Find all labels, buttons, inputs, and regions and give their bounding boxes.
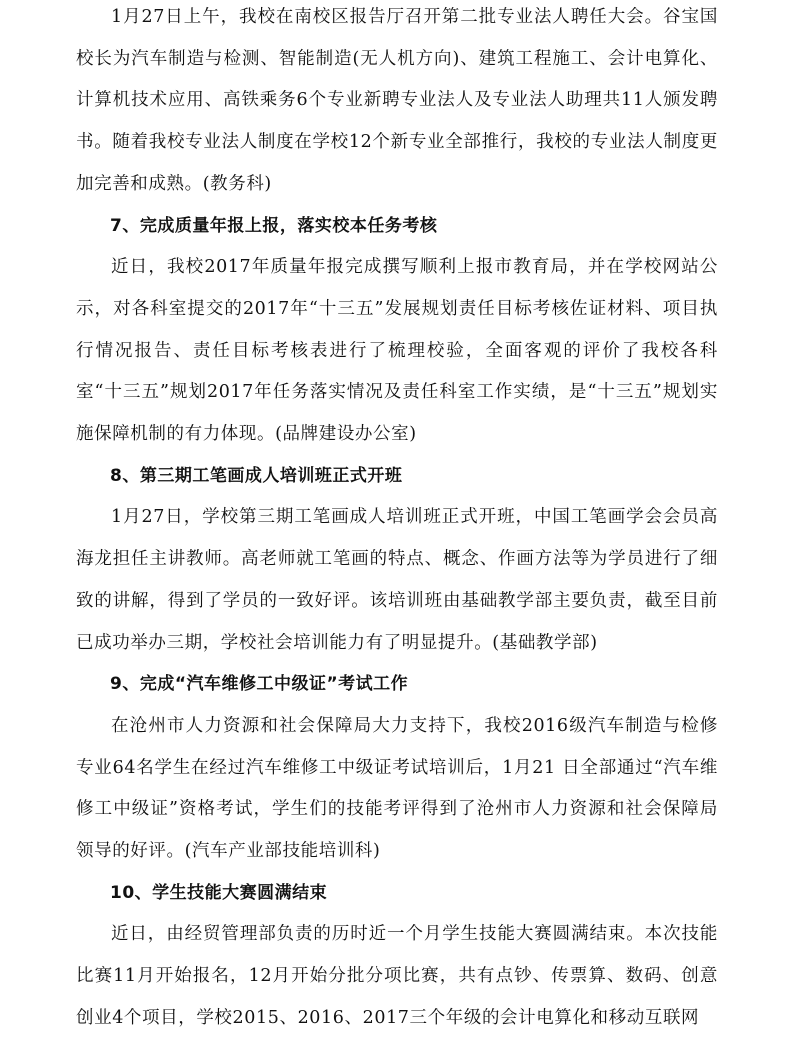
heading-section-7: 7、完成质量年报上报，落实校本任务考核 [110,215,438,236]
paragraph-appointment-ceremony: 1月27日上午，我校在南校区报告厅召开第二批专业法人聘任大会。谷宝国校长为汽车制造与检测、智能制造(无人机方向)、建筑工程施工、会计电算化、计算机技术应用、高铁乘务6个专业新聘专业法人及专业法人助理共11人颁发聘书。随着我校专业法人制度在学校12个新专业全部推行，我校的专业法人制度更加完善和成熟。(教务科) [76,7,718,194]
heading-section-9: 9、完成“汽车维修工中级证”考试工作 [110,674,409,695]
paragraph-section-10: 近日，由经贸管理部负责的历时近一个月学生技能大赛圆满结束。本次技能比赛11月开始报名，12月开始分批分项比赛，共有点钞、传票算、数码、创意创业4个项目，学校2015、2016、2017三个年级的会计电算化和移动互联网 [76,924,718,1028]
paragraph-section-8: 1月27日，学校第三期工笔画成人培训班正式开班，中国工笔画学会会员高海龙担任主讲教师。高老师就工笔画的特点、概念、作画方法等为学员进行了细致的讲解，得到了学员的一致好评。该培训班由基础教学部主要负责，截至目前已成功举办三期，学校社会培训能力有了明显提升。(基础教学部) [76,507,718,653]
heading-section-8: 8、第三期工笔画成人培训班正式开班 [110,465,403,486]
paragraph-section-7: 近日，我校2017年质量年报完成撰写顺利上报市教育局，并在学校网站公示，对各科室提交的2017年“十三五”发展规划责任目标考核佐证材料、项目执行情况报告、责任目标考核表进行了梳理校验，全面客观的评价了我校各科室“十三五”规划2017年任务落实情况及责任科室工作实绩，是“十三五”规划实施保障机制的有力体现。(品牌建设办公室) [76,257,718,445]
document-page [76,0,718,1040]
heading-section-10: 10、学生技能大赛圆满结束 [110,882,328,903]
paragraph-section-9: 在沧州市人力资源和社会保障局大力支持下，我校2016级汽车制造与检修专业64名学生在经过汽车维修工中级证考试培训后，1月21 日全部通过“汽车维修工中级证”资格考试，学生们的技能考评得到了沧州市人力资源和社会保障局领导的好评。(汽车产业部技能培训科) [76,715,718,862]
